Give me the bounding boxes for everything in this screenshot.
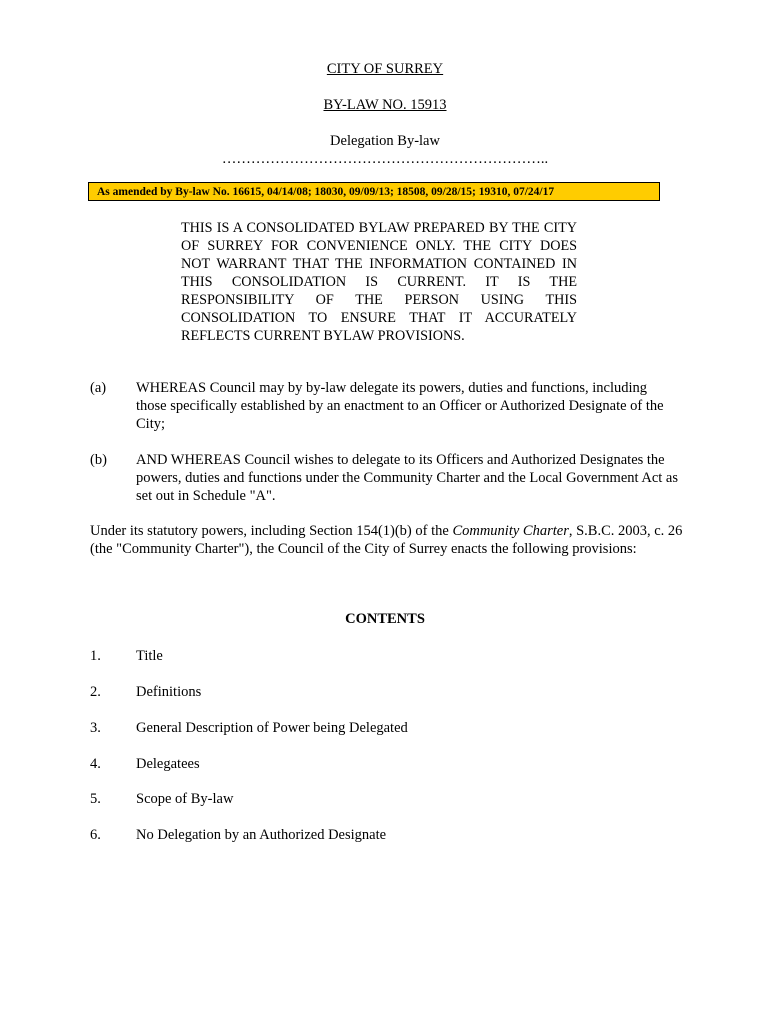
recital-label: (a) [90, 380, 107, 396]
recital-label: (b) [90, 452, 107, 468]
recital-b [90, 451, 690, 505]
enacting-text-start: Under its statutory powers, including Section 154(1)(b) of the [90, 523, 453, 539]
toc-title: Title [136, 648, 163, 664]
toc-number: 1. [90, 648, 101, 664]
toc-number: 6. [90, 827, 101, 843]
toc-title: Scope of By-law [136, 791, 234, 807]
bylaw-name: Delegation By-law [330, 133, 440, 149]
enacting-clause [90, 522, 690, 558]
contents-heading: CONTENTS [345, 611, 425, 627]
city-title: CITY OF SURREY [326, 61, 444, 77]
dotted-separator: ………………………………………………………….. [221, 151, 549, 167]
toc-title: Definitions [136, 684, 202, 700]
consolidation-disclaimer: THIS IS A CONSOLIDATED BYLAW PREPARED BY THE CITY OF SURREY FOR CONVENIENCE ONLY. THE CITY DOES NOT WARRANT THAT THE INFORMATION CONTAINED IN THIS CONSOLIDATION IS CURRENT. IT IS THE RESPONSIBILITY OF THE PERSON USING THIS CONSOLIDATION TO ENSURE THAT IT ACCURATELY REFLECTS CURRENT BYLAW PROVISIONS. [181, 220, 577, 344]
recital-a [90, 379, 690, 433]
bylaw-number: BY-LAW NO. 15913 [323, 97, 447, 113]
toc-title: General Description of Power being Delegated [136, 720, 408, 736]
toc-number: 5. [90, 791, 101, 807]
enacting-act-name: Community Charter [452, 523, 569, 539]
toc-number: 2. [90, 684, 101, 700]
recital-text: AND WHEREAS Council wishes to delegate to its Officers and Authorized Designates the powers, duties and functions under the Community Charter and the Local Government Act as set out in Schedule "A". [136, 452, 679, 504]
toc-number: 4. [90, 756, 101, 772]
recital-text: WHEREAS Council may by by-law delegate its powers, duties and functions, including those specifically established by an enactment to an Officer or Authorized Designate of the City; [136, 380, 664, 432]
enacting-text-end: , S.B.C. 2003, c. 26 (the "Community Charter"), the Council of the City of Surrey enacts the following provisions: [90, 523, 683, 557]
toc-title: No Delegation by an Authorized Designate [136, 827, 387, 843]
toc-number: 3. [90, 720, 101, 736]
toc-title: Delegatees [136, 756, 200, 772]
amendment-banner: As amended by By-law No. 16615, 04/14/08; 18030, 09/09/13; 18508, 09/28/15; 19310, 07/24/17 [88, 182, 660, 201]
